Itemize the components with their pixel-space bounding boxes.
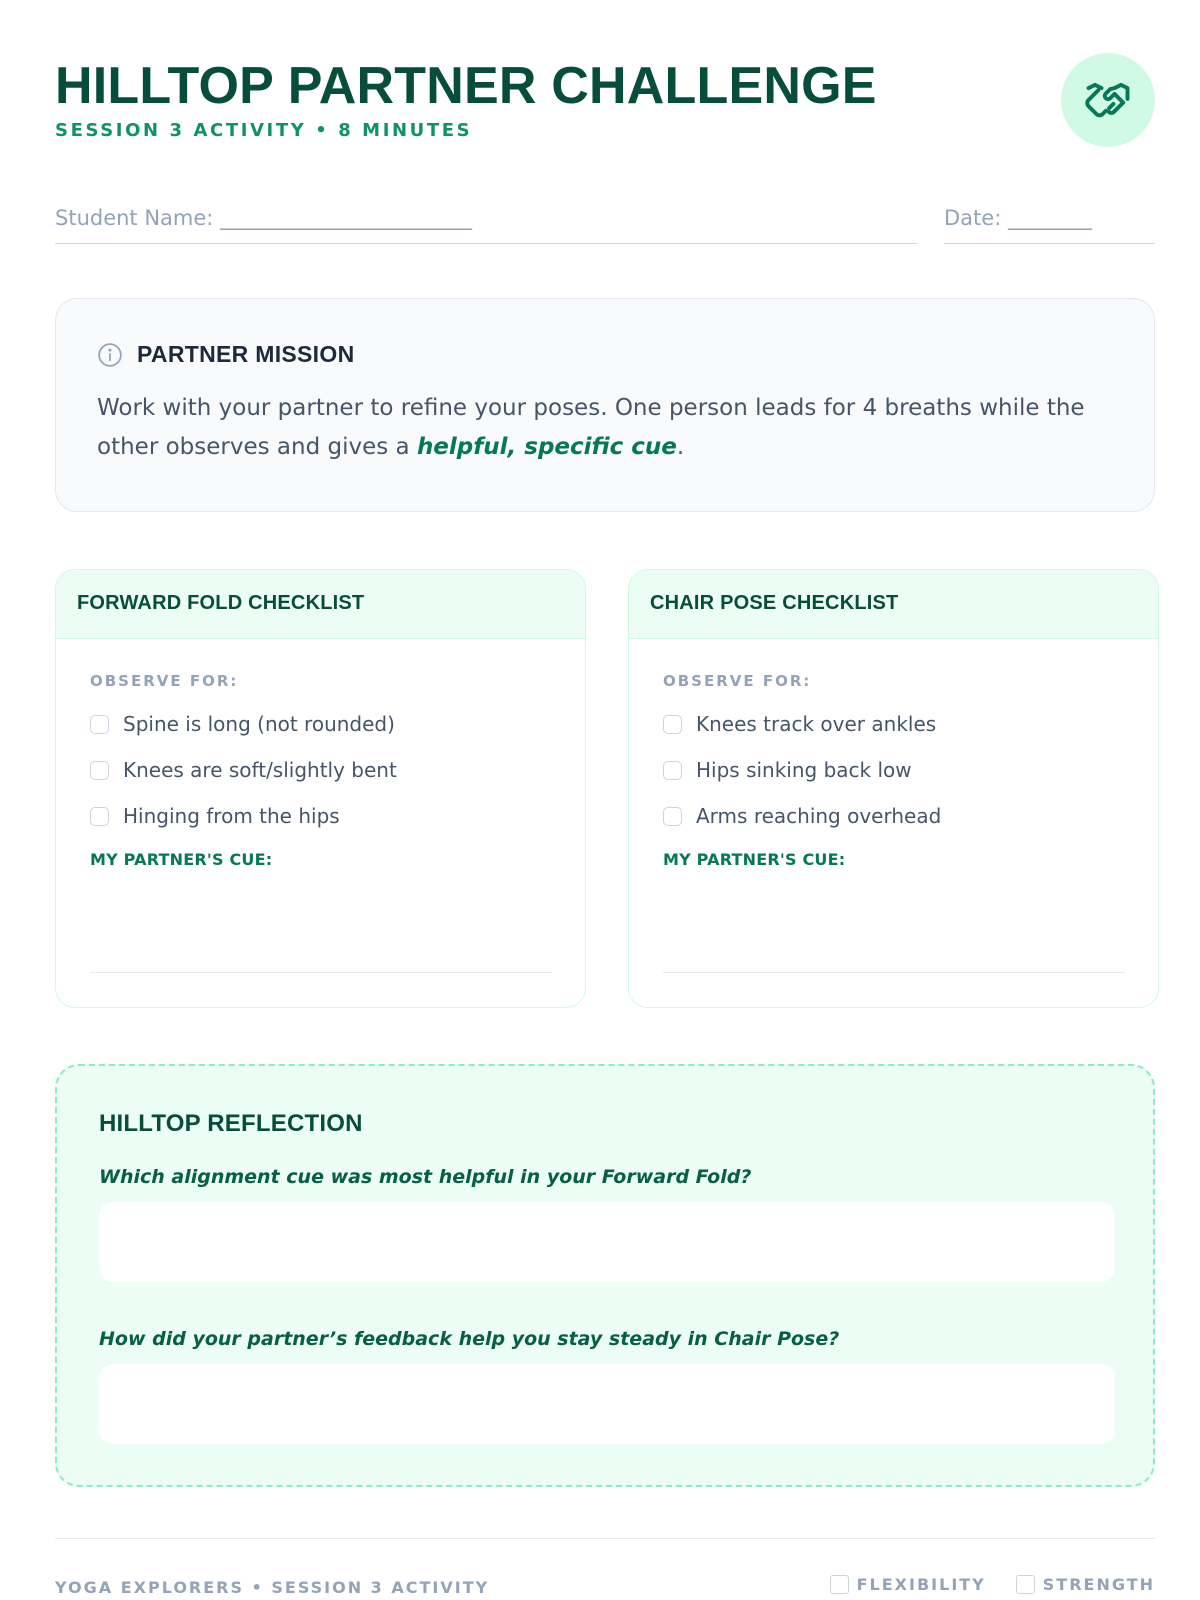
mission-text xyxy=(97,389,1117,467)
checklist-item-label: Arms reaching overhead xyxy=(696,804,942,828)
info-icon xyxy=(97,342,123,368)
checklist-item-label: Hinging from the hips xyxy=(123,804,340,828)
reflection-question: How did your partner’s feedback help you stay steady in Chair Pose? xyxy=(99,1328,840,1350)
checkbox[interactable] xyxy=(90,715,109,734)
card-title: CHAIR POSE CHECKLIST xyxy=(629,570,1158,639)
forward-fold-checklist-card xyxy=(55,569,586,1008)
reflection-title: HILLTOP REFLECTION xyxy=(99,1110,363,1137)
student-name-field[interactable]: Student Name: ________________________ xyxy=(55,200,917,244)
checklist-item-label: Spine is long (not rounded) xyxy=(123,712,395,736)
checkbox[interactable] xyxy=(663,761,682,780)
checklist-item-label: Hips sinking back low xyxy=(696,758,912,782)
checkbox[interactable] xyxy=(663,715,682,734)
student-info-fields xyxy=(55,200,1155,244)
page-subtitle: SESSION 3 ACTIVITY • 8 MINUTES xyxy=(55,120,473,141)
mission-header xyxy=(97,341,354,368)
handshake-icon xyxy=(1082,74,1134,126)
reflection-answer-box[interactable] xyxy=(99,1364,1115,1444)
checklist-item-label: Knees track over ankles xyxy=(696,712,937,736)
reflection-panel xyxy=(55,1064,1155,1487)
tag-flexibility[interactable] xyxy=(830,1575,986,1594)
checklist-item-label: Knees are soft/slightly bent xyxy=(123,758,397,782)
mission-text-start: Work with your partner to refine your poses. One person leads for 4 breaths while the other observes and gives a xyxy=(97,395,1085,460)
card-title: FORWARD FOLD CHECKLIST xyxy=(56,570,585,639)
checklist-item[interactable] xyxy=(90,712,552,736)
tag-strength[interactable] xyxy=(1016,1575,1155,1594)
checkbox[interactable] xyxy=(830,1575,849,1594)
checklist-item[interactable] xyxy=(663,712,1125,736)
partner-mission-panel xyxy=(55,298,1155,512)
card-body xyxy=(663,672,1125,869)
footer-tags xyxy=(830,1575,1155,1594)
partner-cue-answer-line[interactable] xyxy=(663,972,1125,973)
checklist-item[interactable] xyxy=(663,758,1125,782)
checklist-item[interactable] xyxy=(90,758,552,782)
tag-label: FLEXIBILITY xyxy=(856,1575,986,1594)
mission-title: PARTNER MISSION xyxy=(137,341,355,367)
partner-cue-label: MY PARTNER'S CUE: xyxy=(90,850,273,869)
checklist-item[interactable] xyxy=(90,804,552,828)
mission-emphasis: helpful, specific cue xyxy=(416,434,677,460)
observe-label: OBSERVE FOR: xyxy=(90,672,239,690)
handshake-badge xyxy=(1061,53,1155,147)
card-body xyxy=(90,672,552,869)
checkbox[interactable] xyxy=(90,761,109,780)
checkbox[interactable] xyxy=(90,807,109,826)
partner-cue-answer-line[interactable] xyxy=(90,972,552,973)
partner-cue-label: MY PARTNER'S CUE: xyxy=(663,850,846,869)
page-title: HILLTOP PARTNER CHALLENGE xyxy=(55,57,877,115)
mission-text-end: . xyxy=(676,434,685,460)
tag-label: STRENGTH xyxy=(1042,1575,1155,1594)
reflection-answer-box[interactable] xyxy=(99,1202,1115,1282)
reflection-question: Which alignment cue was most helpful in your Forward Fold? xyxy=(99,1166,752,1188)
date-field[interactable]: Date: ________ xyxy=(944,200,1155,244)
checklist-item[interactable] xyxy=(663,804,1125,828)
footer-divider xyxy=(55,1538,1155,1539)
checkbox[interactable] xyxy=(1016,1575,1035,1594)
footer-label: YOGA EXPLORERS • SESSION 3 ACTIVITY xyxy=(55,1578,490,1597)
chair-pose-checklist-card xyxy=(628,569,1159,1008)
checkbox[interactable] xyxy=(663,807,682,826)
header xyxy=(55,58,1155,141)
observe-label: OBSERVE FOR: xyxy=(663,672,812,690)
